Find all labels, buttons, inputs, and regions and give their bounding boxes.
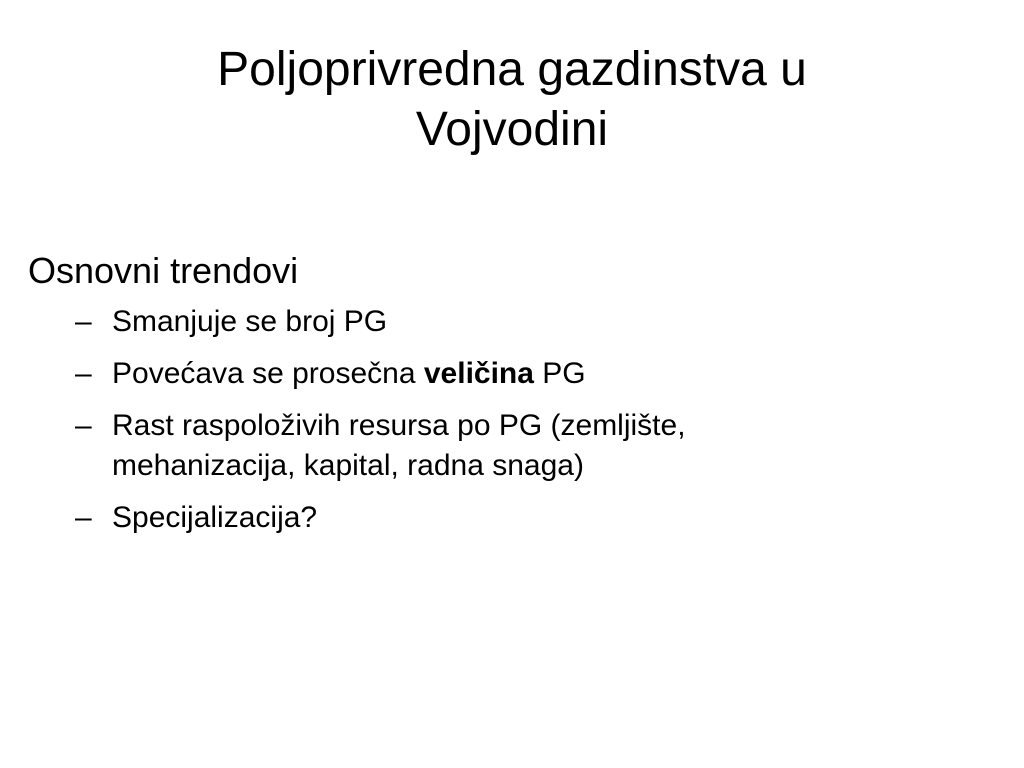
slide-title xyxy=(80,40,944,160)
slide-title-line-1: Poljoprivredna gazdinstva u xyxy=(217,43,807,96)
trend-list xyxy=(28,302,988,538)
list-item xyxy=(28,498,988,538)
list-item xyxy=(28,302,988,342)
dash-bullet: – xyxy=(75,357,92,390)
list-item xyxy=(28,354,988,394)
dash-bullet: – xyxy=(75,501,92,534)
list-item-text-line-1: Rast raspoloživih resursa po PG (zemljište, xyxy=(112,409,686,442)
list-item-text: Specijalizacija? xyxy=(112,501,318,534)
dash-bullet: – xyxy=(75,305,92,338)
list-item-text: Povećava se prosečna xyxy=(112,357,424,390)
list-item xyxy=(28,406,988,486)
slide-body xyxy=(28,248,988,550)
section-heading: Osnovni trendovi xyxy=(28,250,299,291)
list-item-text: Smanjuje se broj PG xyxy=(112,305,388,338)
list-item-text: PG xyxy=(533,357,586,390)
list-item-emphasis: veličina xyxy=(423,357,534,390)
slide-title-line-2: Vojvodini xyxy=(415,103,609,156)
dash-bullet: – xyxy=(75,409,92,442)
list-item-text-line-2: mehanizacija, kapital, radna snaga) xyxy=(112,449,584,482)
